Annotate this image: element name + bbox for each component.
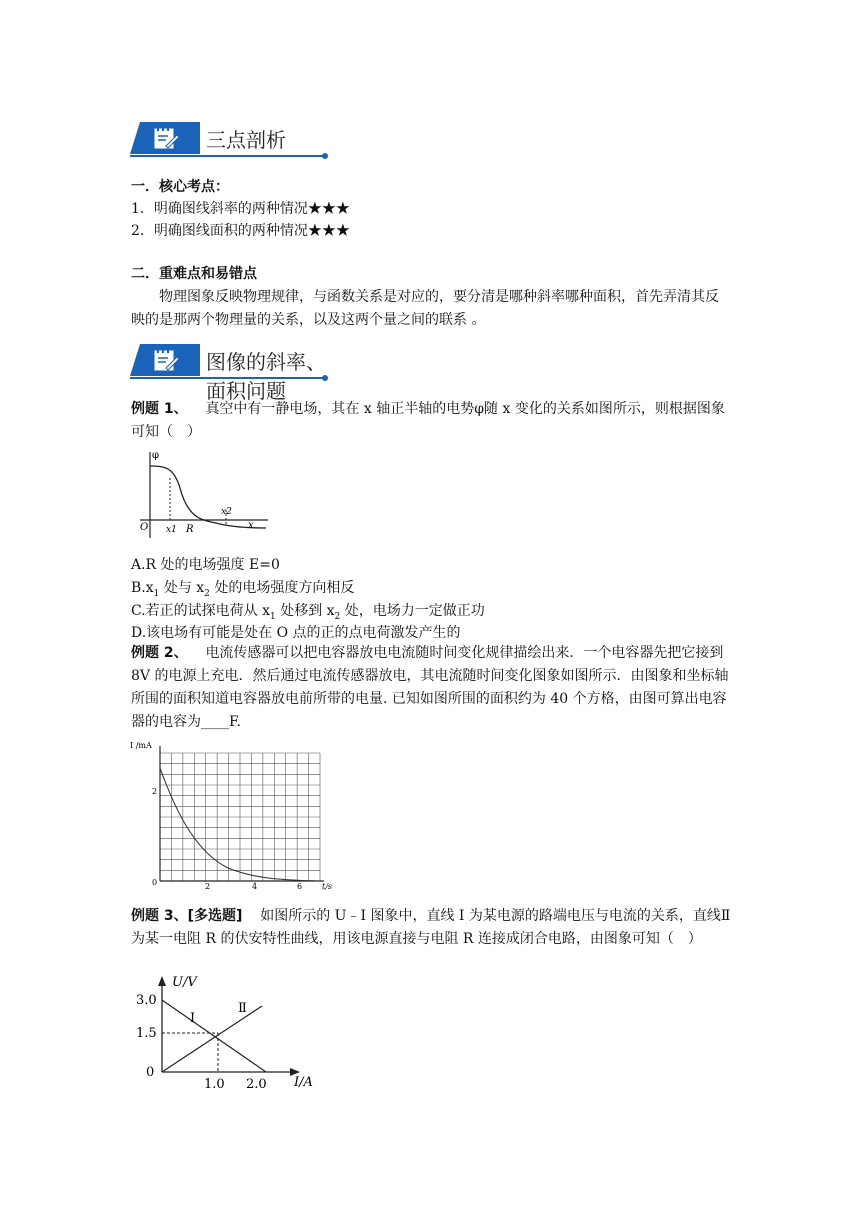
core-heading: 一．核心考点： [131, 179, 229, 195]
potential-graph [136, 448, 271, 540]
option-d: D.该电场有可能是处在 O 点的正的点电荷激发产生的 [131, 625, 461, 641]
example-2-label: 例题 2、 [131, 645, 188, 661]
option-c: C.若正的试探电荷从 $x_1$ 处移到 $x_2$ 处，电场力一定做正功 [131, 603, 485, 622]
banner-underline [130, 155, 326, 157]
i-1.0-label: 1.0 [204, 1077, 225, 1090]
phi-axis-label: φ [152, 450, 160, 461]
u-1.5-label: 1.5 [136, 1026, 157, 1041]
notepad-icon [154, 348, 180, 372]
xtick-4: 4 [252, 882, 258, 890]
section-banner-analysis [130, 122, 330, 162]
example-2-text: 电流传感器可以把电容器放电电流随时间变化规律描绘出来．一个电容器先把它接到 8V 的电源上充电．然后通过电流传感器放电，其电流随时间变化图象如图所示．由图象和坐标轴所围的面积知道电容器放电前所带的电量. 已知如图所围的面积约为 40 个方格，由图可算出电容器的电容为____F. [131, 645, 729, 730]
u-3.0-label: 3.0 [136, 993, 157, 1008]
x2-label: x2 [221, 507, 232, 517]
example-2-question [131, 642, 731, 734]
banner-dot [322, 153, 328, 159]
core-item-2: 2．明确图线面积的两种情况★★★ [131, 223, 350, 239]
i-2.0-label: 2.0 [246, 1077, 267, 1090]
section-banner-slope-area [130, 344, 330, 403]
xtick-2: 2 [205, 882, 211, 890]
r-label: R [186, 524, 194, 535]
difficult-heading: 二．重难点和易错点 [131, 266, 257, 282]
banner-dot [322, 375, 328, 381]
line-i-label: I [190, 1011, 196, 1026]
grid [160, 753, 320, 881]
section-title: 三点剖析 [206, 128, 286, 152]
core-item-1: 1．明确图线斜率的两种情况★★★ [131, 201, 350, 217]
ytick-0: 0 [152, 878, 158, 887]
origin-label: O [140, 522, 149, 533]
example-3-text: 如图所示的 U﹣I 图象中，直线 I 为某电源的路端电压与电流的关系，直线Ⅱ为某一电阻 R 的伏安特性曲线，用该电源直接与电阻 R 连接成闭合电路，由图象可知（ ） [131, 908, 731, 947]
difficult-text: 物理图象反映物理规律，与函数关系是对应的，要分清是哪种斜率哪种面积，首先弄清其反映的是那两个物理量的关系，以及这两个量之间的联系 。 [131, 289, 719, 328]
x-axis-label: x [248, 520, 254, 531]
notepad-icon [154, 126, 180, 150]
i-axis-label: I/A [294, 1075, 313, 1090]
section-title: 图像的斜率、面积问题 [206, 350, 326, 403]
example-3-question [131, 905, 731, 951]
i-axis-label: I /mA [130, 741, 152, 750]
example-1-question [131, 398, 731, 444]
u-i-graph [132, 972, 328, 1090]
example-3-label: 例题 3、[多选题] [131, 908, 243, 924]
option-b: $B.x_1$ 处与 $x_2$ 处的电场强度方向相反 [131, 580, 355, 599]
ytick-2: 2 [152, 787, 158, 796]
xtick-6: 6 [297, 882, 303, 890]
line-ii-label: Ⅱ [238, 1001, 247, 1016]
x1-label: x1 [166, 525, 177, 535]
u-0-label: 0 [146, 1065, 155, 1080]
example-1-text: 真空中有一静电场，其在 x 轴正半轴的电势φ随 x 变化的关系如图所示，则根据图象可知（ ） [131, 401, 725, 440]
current-time-graph [128, 738, 340, 890]
t-axis-label: t/s [322, 882, 333, 890]
banner-underline [130, 377, 326, 379]
option-a: A.R 处的电场强度 E=0 [131, 557, 280, 573]
example-1-label: 例题 1、 [131, 401, 188, 417]
u-axis-label: U/V [172, 975, 197, 990]
